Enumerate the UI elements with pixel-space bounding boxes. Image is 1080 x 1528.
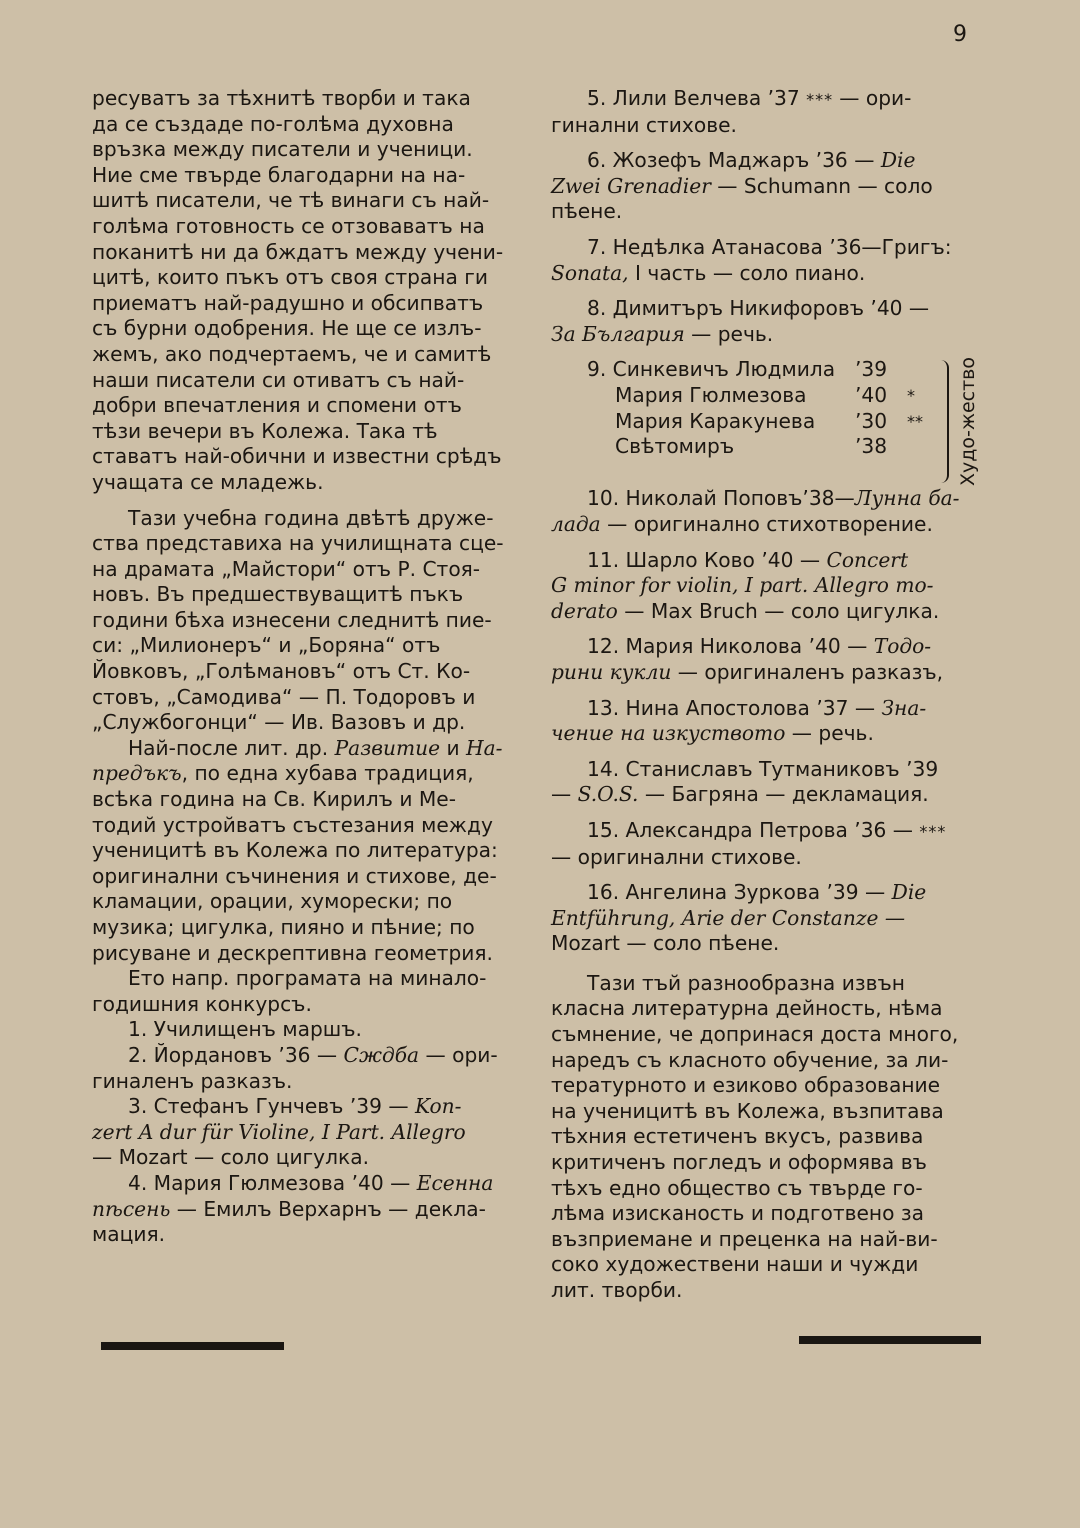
- program-item-5: 5. Лили Велчева ’37 *** — ори- гинални стихове.: [551, 86, 912, 137]
- group-row: Мария Каракунева ’30 **: [615, 408, 923, 433]
- right-end-rule: [799, 1336, 981, 1344]
- right-column: [551, 86, 979, 1304]
- program-item-16: 16. Ангелина Зуркова ’39 — Die Entführung, Arie der Constanze — Mozart — соло пѣене.: [551, 880, 927, 956]
- left-column: [92, 86, 520, 1248]
- program-item-10: 10. Николай Поповъ’38—Лунна ба- лада — оригинално стихотворение.: [551, 486, 960, 536]
- group-label: Худо-жество: [957, 357, 979, 487]
- page-number: 9: [953, 22, 967, 47]
- program-item-13: 13. Нина Апостолова ’37 — Зна- чение на изкуството — речь.: [551, 695, 927, 746]
- program-item-9-group: [551, 357, 979, 486]
- program-item-8: 8. Димитъръ Никифоровъ ’40 — За България — речь.: [551, 296, 930, 346]
- program-item-4: 4. Мария Гюлмезова ’40 — Есенна пѣсень — Емилъ Верхарнъ — декла- мация.: [92, 1170, 494, 1247]
- group-brace: [937, 360, 949, 483]
- program-item-6: 6. Жозефъ Маджаръ ’36 — Die Zwei Grenadier — Schumann — соло пѣене.: [551, 148, 933, 224]
- group-names: [551, 357, 937, 486]
- program-item-7: 7. Недѣлка Атанасова ’36—Григъ: Sonata, I часть — соло пиано.: [551, 234, 952, 285]
- paragraph-theatre: Тази учебна година двѣтѣ друже- ства представиха на училищната сце- на драмата „Майстори“ отъ Р. Стоя- новъ. Въ предшествуващитѣ пъкъ години бѣха изнесени следнитѣ пие- си: „Милионеръ“ и „Боряна“ отъ Йовковъ, „Голѣмановъ“ отъ Ст. Ко- стовъ, „Самодива“ — П. Тодоровъ и „Службогонци“ — Ив. Вазовъ и др.: [92, 505, 504, 735]
- paragraph-program-intro: Ето напр. програмата на минало- годишния конкурсъ.: [92, 966, 487, 1016]
- group-row: 9. Синкевичъ Людмила ’39: [587, 357, 888, 382]
- paragraph-writers: ресуватъ за тѣхнитѣ творби и така да се създаде по-голѣма духовна връзка между писатели и ученици. Ние сме твърде благодарни на на- шитѣ писатели, че тѣ винаги съ най- голѣма готовность се отзоваватъ на поканитѣ ни да бждатъ между учени- цитѣ, които пъкъ отъ своя страна ги приематъ най-радушно и обсипватъ съ бурни одобрения. Не ще се излъ- жемъ, ако подчертаемъ, че и самитѣ наши писатели си отиватъ съ най- добри впечатления и спомени отъ тѣзи вечери въ Колежа. Така тѣ ставатъ най-обични и известни срѣдъ учащата се младежь.: [92, 86, 504, 494]
- group-row: Мария Гюлмезова ’40 *: [615, 382, 915, 407]
- paragraph-contests: Най-после лит. др. Развитие и На- предъкъ, по една хубава традиция, всѣка година на Св. Кирилъ и Ме- тодий устройватъ състезания между ученицитѣ въ Колежа по литература: оригинални съчинения и стихове, де- кламации, орации, хуморески; по музика; цигулка, пияно и пѣние; по рисуване и дескрептивна геометрия.: [92, 735, 503, 965]
- program-item-3: 3. Стефанъ Гунчевъ ’39 — Kon- zert A dur für Violine, I Part. Allegro — Mozart — соло цигулка.: [92, 1094, 466, 1170]
- group-row: Свѣтомиръ ’38: [615, 434, 888, 459]
- program-item-2: 2. Йордановъ ’36 — Сждба — ори- гиналенъ разказъ.: [92, 1042, 498, 1093]
- program-item-12: 12. Мария Николова ’40 — Тодо- рини кукли — оригиналенъ разказъ,: [551, 634, 944, 684]
- program-item-11: 11. Шарло Ково ’40 — Concert G minor for violin, I part. Allegro mo- derato — Max Bruch — соло цигулка.: [551, 547, 940, 623]
- left-end-rule: [101, 1342, 284, 1350]
- paragraph-conclusion: Тази тъй разнообразна извън класна литературна дейность, нѣма съмнение, че допринася доста много, наредъ съ класното обучение, за ли- тературното и езиково образование на ученицитѣ въ Колежа, възпитава тѣхния естетиченъ вкусъ, развива критиченъ погледъ и оформява въ тѣхъ едно общество съ твърде го- лѣма изисканость и подготвено за възприемане и преценка на най-ви- соко художествени наши и чужди лит. творби.: [551, 970, 959, 1302]
- program-item-15: 15. Александра Петрова ’36 — *** — оригинални стихове.: [551, 817, 947, 869]
- program-item-1: 1. Училищенъ маршъ.: [128, 1017, 362, 1042]
- program-item-14: 14. Станиславъ Тутманиковъ ’39 — S.O.S. — Багряна — декламация.: [551, 756, 939, 807]
